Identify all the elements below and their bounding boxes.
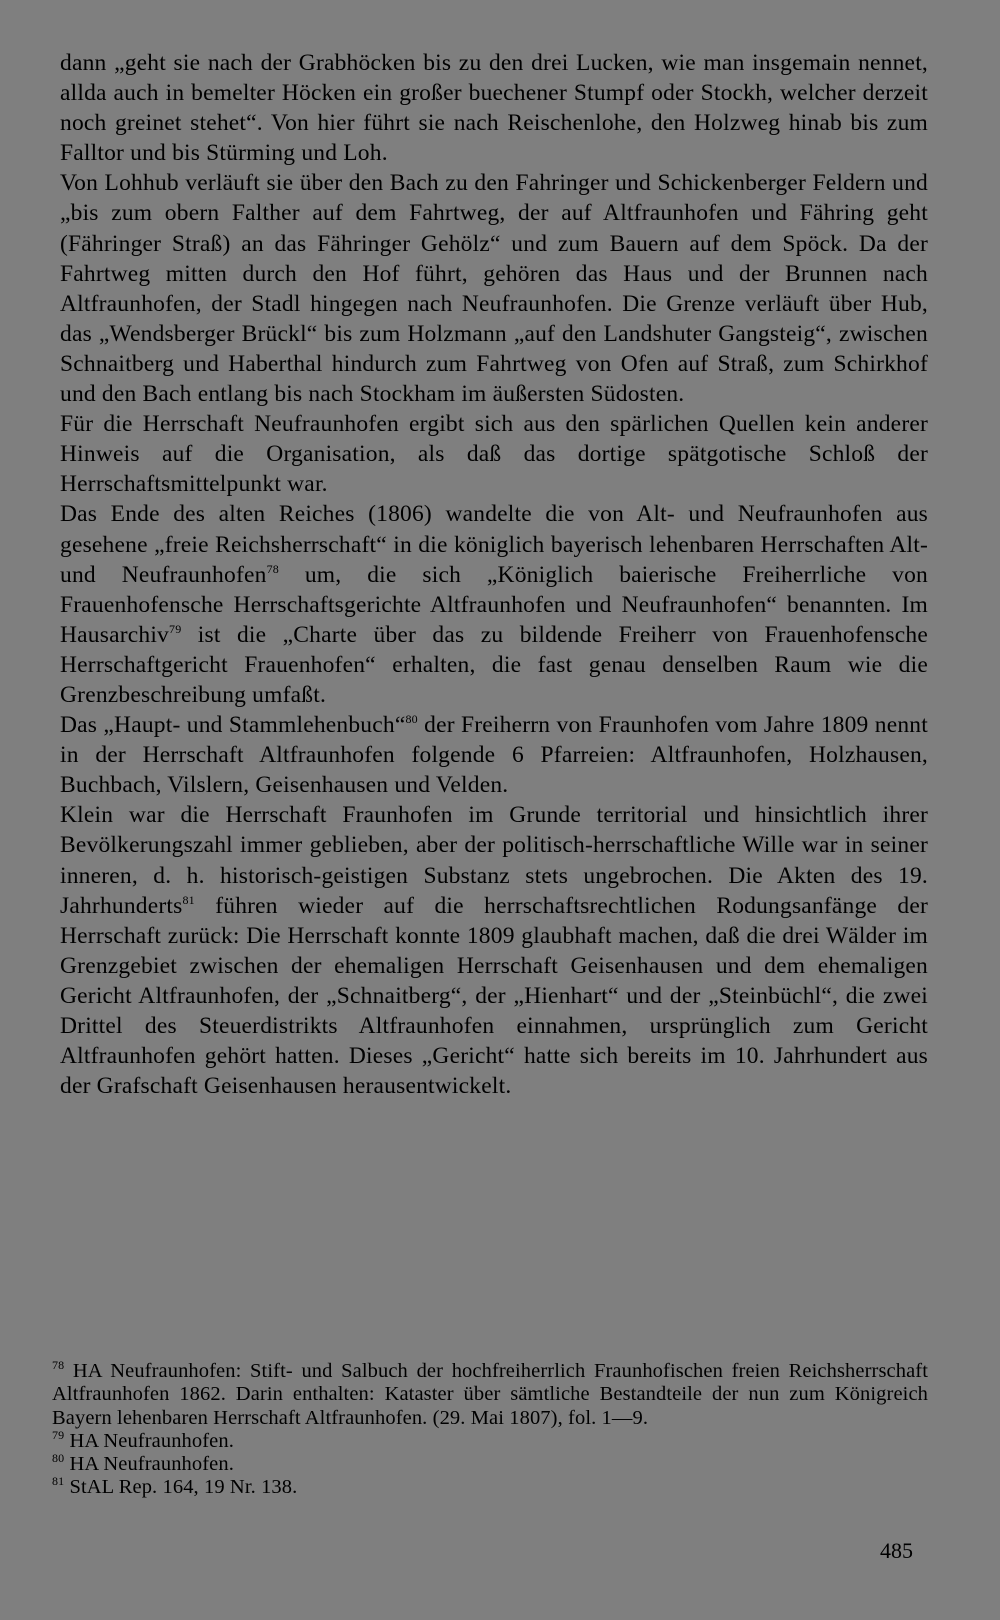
- paragraph-text: Von Lohhub verläuft sie über den Bach zu den Fahringer und Schickenberger Feldern und „bis zum obern Falther auf dem Fahrtweg, der auf Altfraunhofen und Fähring geht (Fähringer Straß) an das Fähringer Gehölz“ und zum Bauern auf dem Spöck. Da der Fahrtweg mitten durch den Hof führt, gehören das Haus und der Brunnen nach Altfraunhofen, der Stadl hingegen nach Neufraunhofen. Die Grenze verläuft über Hub, das „Wendsberger Brückl“ bis zum Holzmann „auf den Landshuter Gangsteig“, zwischen Schnaitberg und Haberthal hindurch zum Fahrtweg von Ofen auf Straß, zum Schirkhof und den Bach entlang bis nach Stockham im äußersten Südosten.: [60, 170, 928, 408]
- footnote-ref-81[interactable]: 81: [182, 892, 195, 907]
- footnote-number: 79: [52, 1428, 65, 1443]
- footnote-text: HA Neufraunhofen: Stift- und Salbuch der hochfreiherrlich Fraunhofischen freien Reichsherrschaft Altfraunhofen 1862. Darin enthalten: Kataster über sämtliche Bestandteile der nun zum Königreich Bayern lehenbaren Herrschaft Altfraunhofen. (29. Mai 1807), fol. 1—9.: [52, 1360, 928, 1429]
- paragraph-6: [60, 800, 928, 1101]
- footnote-ref-79[interactable]: 79: [169, 621, 182, 636]
- page-number: 485: [880, 1538, 913, 1563]
- footnotes: [52, 1360, 928, 1500]
- footnote-78: [52, 1360, 928, 1430]
- footnote-number: 81: [52, 1474, 65, 1489]
- paragraph-text: Für die Herrschaft Neufraunhofen ergibt sich aus den spärlichen Quellen kein anderer Hinweis auf die Organisation, als daß das dortige spätgotische Schloß der Herrschaftsmittelpunkt war.: [60, 411, 928, 498]
- paragraph-2: [60, 168, 928, 409]
- paragraph-text: Das Ende des alten Reiches (1806) wandelte die von Alt- und Neufraunhofen aus gesehene „freie Reichsherrschaft“ in die königlich bayerisch lehenbaren Herrschaften Alt- und Neufraunhofen: [60, 501, 928, 588]
- footnote-text: StAL Rep. 164, 19 Nr. 138.: [69, 1476, 298, 1499]
- main-text: [60, 48, 928, 1101]
- paragraph-text: Klein war die Herrschaft Fraunhofen im Grunde territorial und hinsichtlich ihrer Bevölkerungszahl immer geblieben, aber der politisch-herrschaftliche Wille war in seiner inneren, d. h. historisch-geistigen Substanz stets ungebrochen. Die Akten des 19. Jahrhunderts: [60, 802, 928, 919]
- footnote-text: HA Neufraunhofen.: [69, 1429, 234, 1452]
- footnote-81: [52, 1476, 928, 1499]
- footnote-ref-80[interactable]: 80: [405, 712, 418, 727]
- paragraph-text: dann „geht sie nach der Grabhöcken bis zu den drei Lucken, wie man insgemain nennet, allda auch in bemelter Höcken ein großer buechener Stumpf oder Stockh, welcher derzeit noch greinet stehet“. Von hier führt sie nach Reischenlohe, den Holzweg hinab bis zum Falltor und bis Stürming und Loh.: [60, 50, 928, 167]
- paragraph-text: ist die „Charte über das zu bildende Freiherr von Frauenhofensche Herrschaftgericht Frauenhofen“ erhalten, die fast genau denselben Raum wie die Grenzbeschreibung umfaßt.: [60, 621, 928, 708]
- footnote-ref-78[interactable]: 78: [266, 561, 279, 576]
- paragraph-5: [60, 710, 928, 800]
- paragraph-3: [60, 409, 928, 499]
- paragraph-text: führen wieder auf die herrschaftsrechtlichen Rodungsanfänge der Herrschaft zurück: Die Herrschaft konnte 1809 glaubhaft machen, daß die drei Wälder im Grenzgebiet zwischen der ehemaligen Herrschaft Geisenhausen und dem ehemaligen Gericht Altfraunhofen, der „Schnaitberg“, der „Hienhart“ und der „Steinbüchl“, die zwei Drittel des Steuerdistrikts Altfraunhofen einnahmen, ursprünglich zum Gericht Altfraunhofen gehört hatten. Dieses „Gericht“ hatte sich bereits im 10. Jahrhundert aus der Grafschaft Geisenhausen herausentwickelt.: [60, 892, 928, 1100]
- paragraph-text: Das „Haupt- und Stammlehenbuch“: [60, 712, 406, 739]
- footnote-number: 78: [52, 1358, 65, 1373]
- footnote-number: 80: [52, 1451, 65, 1466]
- paragraph-text: um, die sich „Königlich baierische Freiherrliche von Frauenhofensche Herrschaftsgerichte Altfraunhofen und Neufraunhofen“ benannten. Im Hausarchiv: [60, 561, 929, 648]
- paragraph-4: [60, 499, 928, 710]
- footnote-80: [52, 1453, 928, 1476]
- paragraph-1: [60, 48, 928, 168]
- footnote-79: [52, 1430, 928, 1453]
- footnote-text: HA Neufraunhofen.: [69, 1453, 234, 1476]
- paragraph-text: der Freiherrn von Fraunhofen vom Jahre 1809 nennt in der Herrschaft Altfraunhofen folgende 6 Pfarreien: Altfraunhofen, Holzhausen, Buchbach, Vilslern, Geisenhausen und Velden.: [60, 712, 928, 799]
